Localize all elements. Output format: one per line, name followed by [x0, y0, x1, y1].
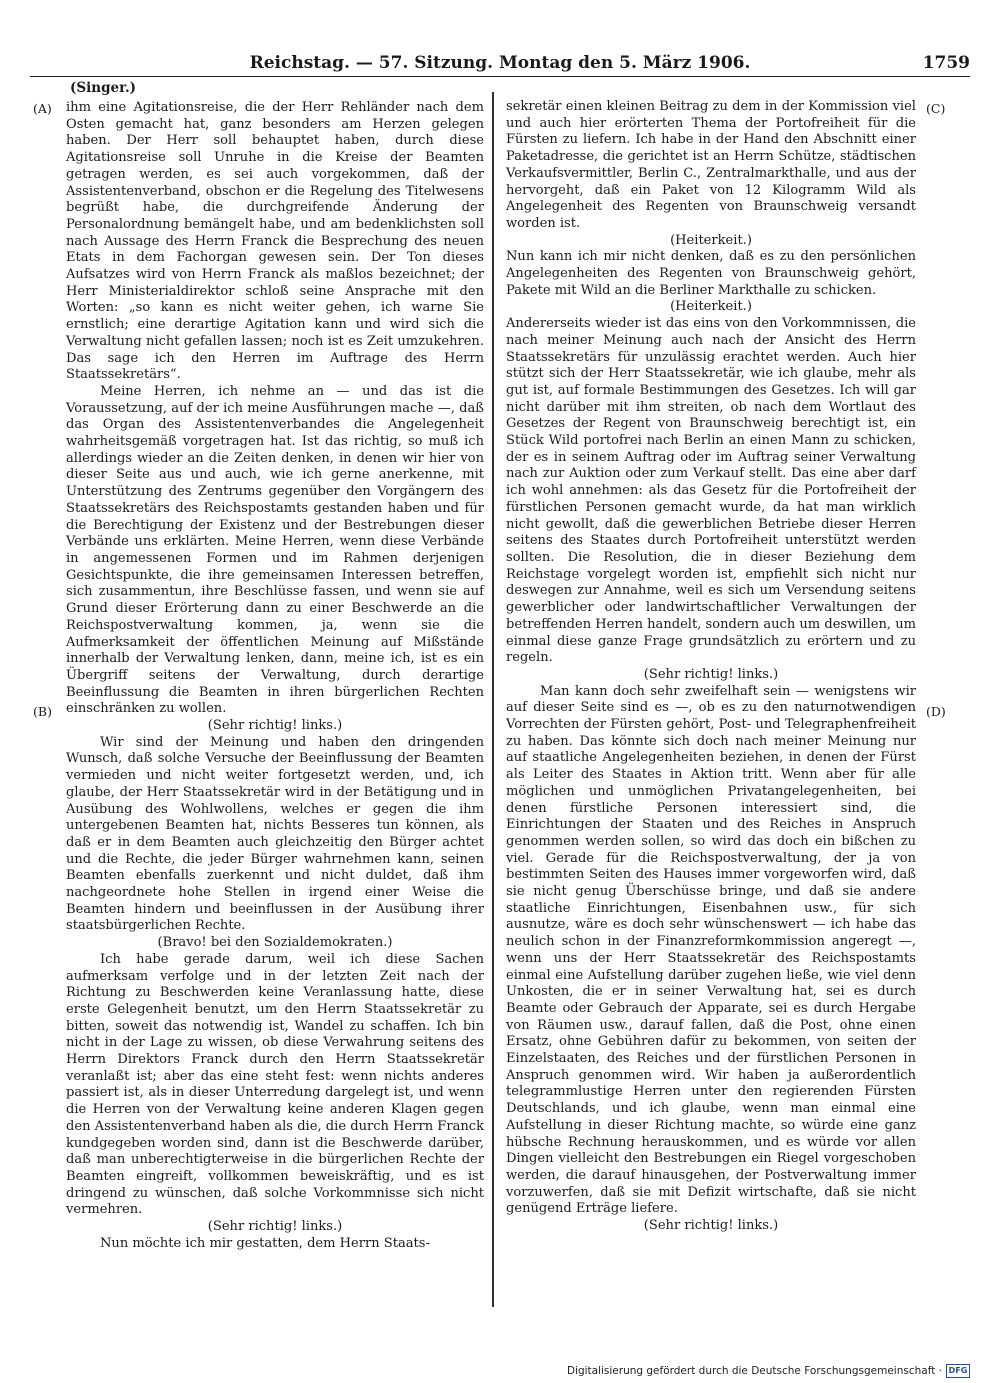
margin-mark-c: (C): [926, 101, 946, 116]
paragraph: sekretär einen kleinen Beitrag zu dem in der Kommission viel und auch hier erörterten Thema der Portofreiheit für die Fürsten zu liefern. Ich habe in der Hand den Abschnitt einer Paketadresse, die gerichtet ist an Herrn Schütze, städtischen Verkaufsvermittler, Berlin C., Zentralmarkthalle, und aus der hervorgeht, daß ein Paket von 12 Kilogramm Wild als Angelegenheit des Regenten von Braunschweig versandt worden ist.: [506, 99, 916, 231]
interjection: (Sehr richtig! links.): [207, 718, 343, 734]
interjection: (Bravo! bei den Sozialdemokraten.): [157, 935, 393, 951]
interjection: (Sehr richtig! links.): [643, 1218, 779, 1234]
left-column: [66, 100, 484, 1253]
paragraph: Nun kann ich mir nicht denken, daß es zu den persönlichen Angelegenheiten des Regenten von Braunschweig gehört, Pakete mit Wild an die Berliner Markthalle zu schicken.: [506, 249, 916, 298]
dfg-logo: DFG: [946, 1364, 970, 1378]
footer-text: Digitalisierung gefördert durch die Deutsche Forschungsgemeinschaft ·: [566, 1365, 942, 1377]
margin-mark-d: (D): [926, 704, 946, 719]
interjection: (Sehr richtig! links.): [207, 1219, 343, 1235]
interjection: (Sehr richtig! links.): [643, 666, 779, 682]
paragraph: Meine Herren, ich nehme an — und das ist die Voraussetzung, auf der ich meine Ausführungen mache —, daß das Organ des Assistentenverbandes die Angelegenheit wahrheitsgemäß vorgetragen hat. Ist das richtig, so muß ich allerdings wieder an die Zeiten denken, in denen wir hier von dieser Seite aus und auch, wie ich gerne anerkenne, mit Unterstützung des Zentrums gegenüber den Vorgängern des Staatssekretärs des Reichspostamts gestanden haben und für die Berechtigung der Existenz und der Bestrebungen dieser Verbände uns erklärten. Meine Herren, wenn diese Verbände in angemessenen Formen und im Rahmen derjenigen Gesichtspunkte, die ihre gemeinsamen Interessen betreffen, sich zusammentun, ihre Beschlüsse fassen, und wenn sie auf Grund dieser Erörterung dann zu einer Beschwerde an die Reichspostverwaltung kommen, ja, wenn sie die Aufmerksamkeit der öffentlichen Meinung auf Mißstände innerhalb der Verwaltung lenken, dann, meine ich, ist es ein Übergriff seitens der Verwaltung, durch derartige Beeinflussung die Beamten in ihren bürgerlichen Rechten einschränken zu wollen.: [66, 383, 484, 717]
right-column: [506, 99, 916, 1235]
page-header: [30, 52, 970, 77]
column-divider: [492, 92, 494, 1307]
page-number: 1759: [922, 53, 970, 73]
margin-mark-b: (B): [33, 704, 52, 719]
paragraph: Man kann doch sehr zweifelhaft sein — wenigstens wir auf dieser Seite sind es —, ob es zu den naturnotwendigen Vorrechten der Fürsten gehört, Post- und Telegraphenfreiheit zu haben. Das könnte sich doch nach meiner Meinung nur auf staatliche Angelegenheiten beziehen, in denen der Fürst als Leiter des Staates in Aktion tritt. Wenn aber für alle möglichen und unmöglichen Privatangelegenheiten, bei denen fürstliche Personen interessiert sind, die Einrichtungen der Staaten und des Reiches in Anspruch genommen werden sollen, so wird das doch ein bißchen zu viel. Gerade für die Reichspostverwaltung, der ja von bestimmten Seiten des Hauses immer vorgeworfen wird, daß sie nicht genug Überschüsse bringe, und daß sie andere staatliche Einrichtungen, Eisenbahnen usw., für sich ausnutze, wäre es doch sehr wünschenswert — ich habe das neulich schon in der Finanzreformkommission angeregt —, wenn uns der Herr Staatssekretär des Reichspostamts einmal eine Aufstellung darüber zugehen ließe, wie viel denn Unkosten, die er in seiner Verwaltung hat, sei es durch Beamte oder Gebrauch der Apparate, sei es durch Hergabe von Räumen usw., darauf fallen, daß die Post, ohne einen Ersatz, ohne Gebühren dafür zu bekommen, von seiten der Einzelstaaten, des Reiches und der fürstlichen Personen in Anspruch genommen wird. Wir haben ja außerordentlich telegrammlustige Herren unter den regierenden Fürsten Deutschlands, und ich glaube, wenn man einmal eine Aufstellung in dieser Richtung machte, so würde eine ganz hübsche Rechnung herauskommen, und es würde vor allen Dingen vielleicht den Bestrebungen ein Riegel vorgeschoben werden, die darauf hinausgehen, der Postverwaltung immer vorzuwerfen, daß sie mit Defizit wirtschafte, daß sie nicht genügend Erträge liefere.: [506, 683, 916, 1217]
paragraph: Ich habe gerade darum, weil ich diese Sachen aufmerksam verfolge und in der letzten Zeit nach der Richtung zu Beschwerden keine Veranlassung hatte, diese erste Gelegenheit benutzt, um den Herrn Staatssekretär zu bitten, soweit das notwendig ist, Wandel zu schaffen. Ich bin nicht in der Lage zu wissen, ob diese Verwahrung seitens des Herrn Direktors Franck durch den Herrn Staatssekretär veranlaßt ist; aber das eine steht fest: wenn nichts anderes passiert ist, als in dieser Unterredung dargelegt ist, und wenn die Herren von der Verwaltung keine anderen Klagen gegen den Assistentenverband haben als die, die durch Herrn Franck kundgegeben worden sind, dann ist die Beschwerde darüber, daß man unberechtigterweise in die bürgerlichen Rechte der Beamten eingreift, vollkommen beweiskräftig, und es ist dringend zu wünschen, daß solche Vorkommnisse sich nicht vermehren.: [66, 951, 484, 1218]
interjection: (Heiterkeit.): [670, 299, 752, 315]
paragraph: Nun möchte ich mir gestatten, dem Herrn Staats-: [100, 1235, 430, 1251]
speaker-name: (Singer.): [70, 80, 137, 96]
footer: [567, 1364, 970, 1378]
paragraph: Andererseits wieder ist das eins von den Vorkommnissen, die nach meiner Meinung auch nach der Ansicht des Herrn Staatssekretärs für unzulässig erachtet werden. Auch hier stützt sich der Herr Staatssekretär, wie ich glaube, mehr als gut ist, auf formale Bestimmungen des Gesetzes. Ich will gar nicht darüber mit ihm streiten, ob nach dem Wortlaut des Gesetzes der Regent von Braunschweig berechtigt ist, ein Stück Wild portofrei nach Berlin an einen Mann zu schicken, der es in seinem Auftrag oder im Auftrag seiner Verwaltung nach zur Auktion oder zum Verkauf stellt. Das eine aber darf ich wohl annehmen: als das Gesetz für die Portofreiheit der fürstlichen Personen gemacht wurde, da hat man wirklich nicht gewollt, daß die gewerblichen Betriebe dieser Herren seitens des Staates durch Portofreiheit unterstützt werden sollten. Die Resolution, die in dieser Beziehung dem Reichstage vorgelegt worden ist, empfiehlt sich nicht nur deswegen zur Annahme, weil es sich um Versendung seitens gewerblicher oder landwirtschaftlicher Verwaltungen der betreffenden Herren handelt, sondern auch um deswillen, um einmal diese ganze Frage grundsätzlich zu erörtern und zu regeln.: [506, 316, 916, 666]
paragraph: ihm eine Agitationsreise, die der Herr Rehländer nach dem Osten gemacht hat, ganz besonders am Herzen gelegen haben. Der Herr soll behauptet haben, durch diese Agitationsreise soll Unruhe in die Kreise der Beamten getragen werden, es sei auch vorgekommen, daß der Assistentenverband, obschon er die Regelung des Titelwesens begrüßt habe, die durchgreifende Änderung der Personalordnung bemängelt habe, und am bedenklichsten soll nach Aussage des Herrn Franck die Besprechung des neuen Etats in dem Fachorgan gewesen sein. Der Ton dieses Aufsatzes wird von Herrn Franck als maßlos bezeichnet; der Herr Ministerialdirektor schloß seine Ansprache mit den Worten: „so kann es nicht weiter gehen, ich warne Sie ernstlich; eine derartige Agitation kann und wird sich die Verwaltung nicht gefallen lassen; noch ist es Zeit umzukehren. Das sage ich den Herren im Auftrage des Herrn Staatssekretärs“.: [66, 100, 484, 383]
margin-mark-a: (A): [33, 101, 52, 116]
page-title: Reichstag. — 57. Sitzung. Montag den 5. März 1906.: [249, 53, 751, 73]
interjection: (Heiterkeit.): [670, 232, 752, 248]
paragraph: Wir sind der Meinung und haben den dringenden Wunsch, daß solche Versuche der Beeinflussung der Beamten vermieden und nicht weiter fortgesetzt werden, und, ich glaube, der Herr Staatssekretär wird in der Betätigung und in Ausübung des Wohlwollens, welches er gegen die ihm untergebenen Beamten hat, nichts Besseres tun können, als daß er in dem Beamten auch gleichzeitig den Bürger achtet und die Rechte, die jeder Bürger wahrnehmen kann, seinen Beamten ebenfalls zuerkennt und nicht duldet, daß ihm nachgeordnete hohe Stellen in irgend einer Weise die Beamten hindern und beeinflussen in der Ausübung ihrer staatsbürgerlichen Rechte.: [66, 734, 484, 934]
